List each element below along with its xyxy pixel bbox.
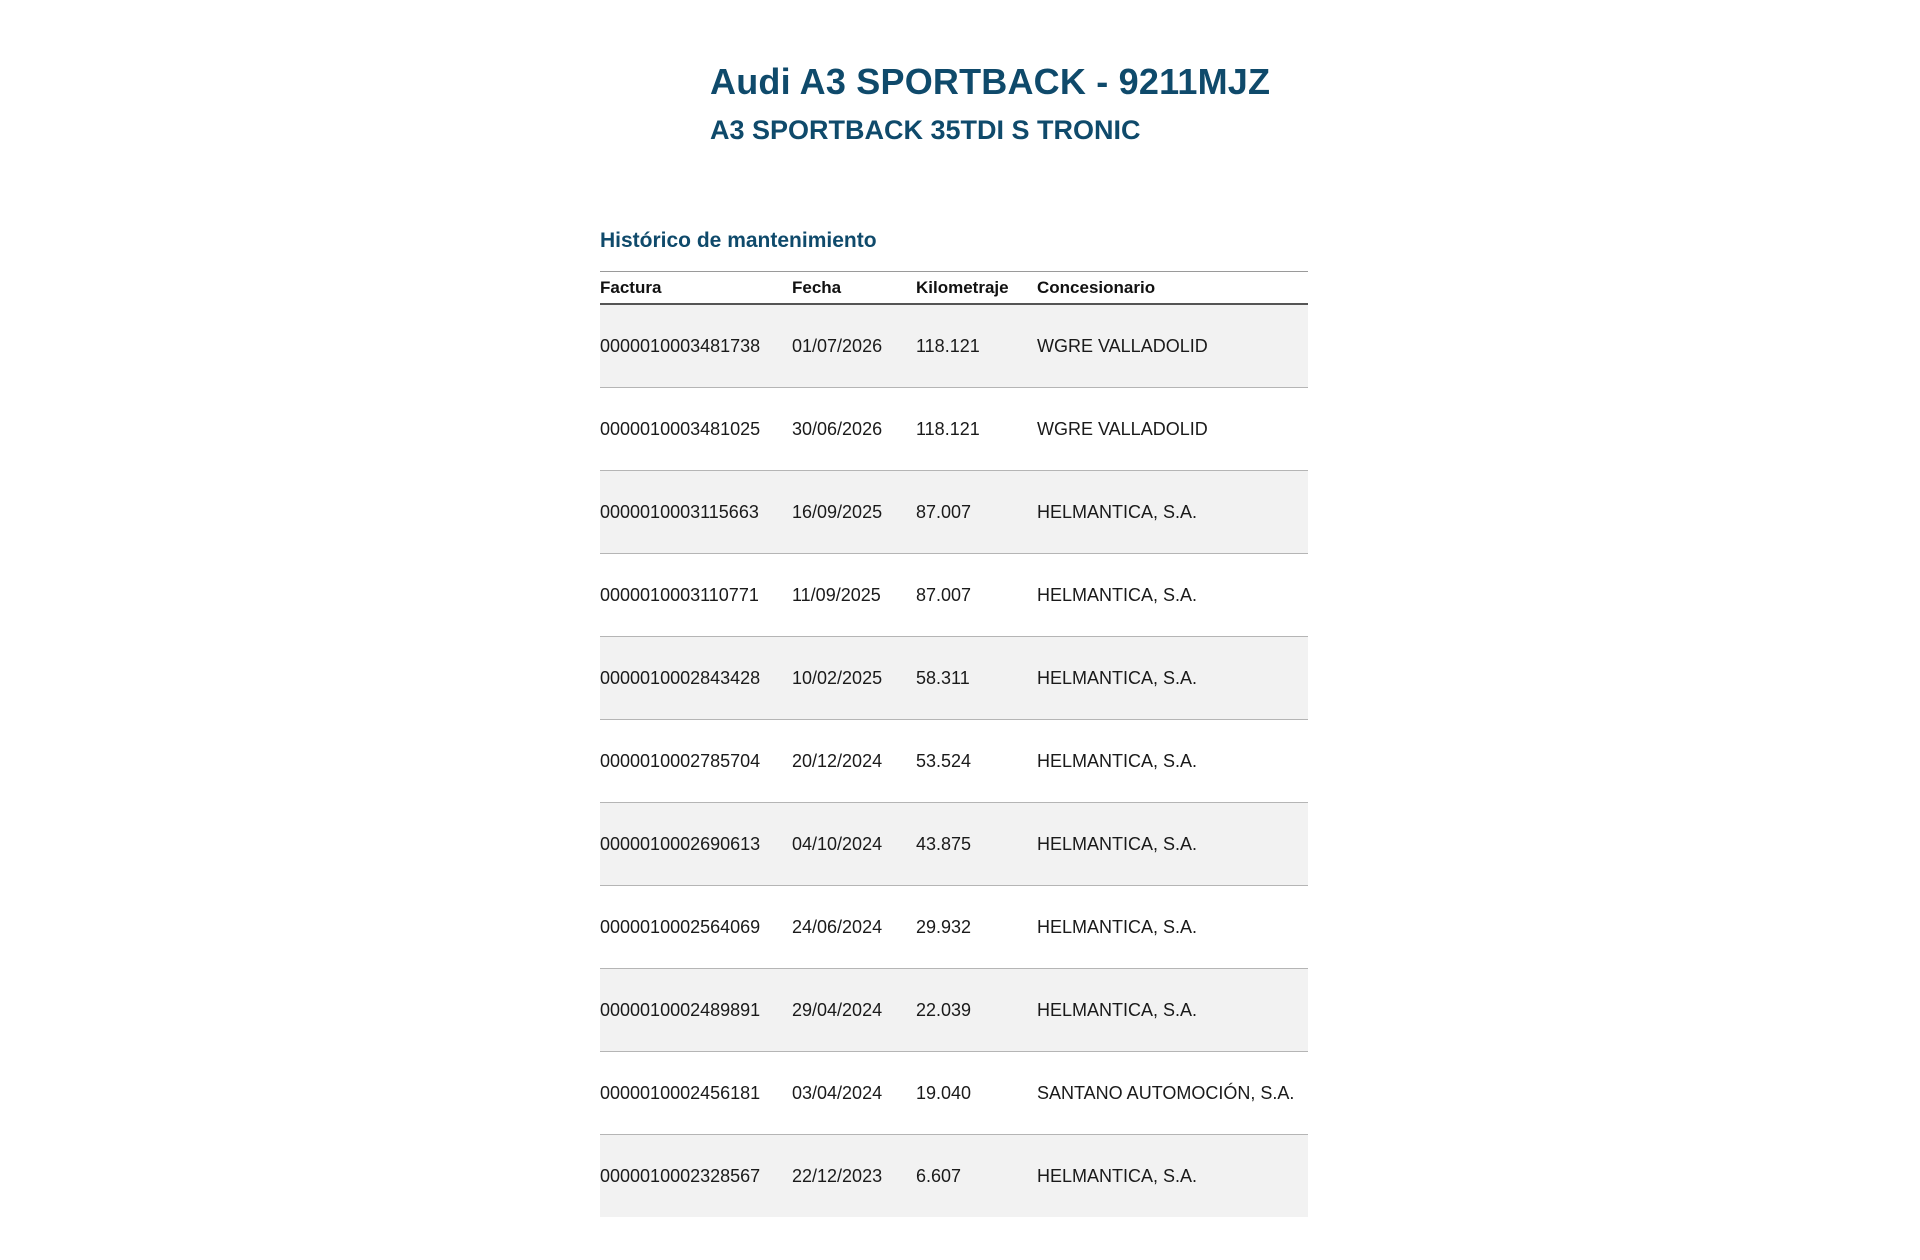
table-row [600,886,1308,969]
mileage-cell: 87.007 [916,584,972,605]
mileage-cell: 19.040 [916,1082,972,1103]
dealer-cell: SANTANO AUTOMOCIÓN, S.A. [1037,1082,1295,1103]
invoice-cell: 0000010003115663 [600,501,759,522]
table-row [600,554,1308,637]
vehicle-title: Audi A3 SPORTBACK - 9211MJZ [710,61,1271,102]
date-cell: 10/02/2025 [792,667,883,688]
column-header-fecha: Fecha [792,272,916,305]
invoice-cell: 0000010002690613 [600,833,761,854]
dealer-cell: HELMANTICA, S.A. [1037,584,1198,605]
date-cell: 29/04/2024 [792,999,883,1020]
date-cell: 03/04/2024 [792,1082,883,1103]
date-cell: 20/12/2024 [792,750,883,771]
mileage-cell: 22.039 [916,999,972,1020]
vehicle-subtitle: A3 SPORTBACK 35TDI S TRONIC [710,115,1141,145]
table-row [600,304,1308,388]
table-header [600,272,1308,305]
invoice-cell: 0000010002489891 [600,999,761,1020]
mileage-cell: 118.121 [916,418,980,439]
dealer-cell: HELMANTICA, S.A. [1037,833,1198,854]
table-row [600,471,1308,554]
table-row [600,1135,1308,1218]
date-cell: 04/10/2024 [792,833,883,854]
dealer-cell: HELMANTICA, S.A. [1037,750,1198,771]
table-row [600,637,1308,720]
section-title: Histórico de mantenimiento [600,229,877,252]
mileage-cell: 87.007 [916,501,972,522]
table-row [600,803,1308,886]
vehicle-header [710,58,1270,150]
table-row [600,388,1308,471]
date-cell: 30/06/2026 [792,418,883,439]
header-row [600,272,1308,305]
table-row [600,969,1308,1052]
mileage-cell: 53.524 [916,750,972,771]
maintenance-history [600,226,1308,1217]
date-cell: 01/07/2026 [792,335,883,356]
invoice-cell: 0000010003481738 [600,335,761,356]
invoice-cell: 0000010003110771 [600,584,759,605]
column-header-kilometraje: Kilometraje [916,272,1037,305]
invoice-cell: 0000010002456181 [600,1082,761,1103]
table-body [600,304,1308,1217]
column-header-concesionario: Concesionario [1037,272,1308,305]
maintenance-table [600,271,1308,1217]
date-cell: 22/12/2023 [792,1165,883,1186]
column-header-factura: Factura [600,272,792,305]
dealer-cell: HELMANTICA, S.A. [1037,501,1198,522]
mileage-cell: 58.311 [916,667,970,688]
dealer-cell: HELMANTICA, S.A. [1037,1165,1198,1186]
mileage-cell: 43.875 [916,833,972,854]
invoice-cell: 0000010002785704 [600,750,761,771]
invoice-cell: 0000010002328567 [600,1165,761,1186]
invoice-cell: 0000010002843428 [600,667,761,688]
mileage-cell: 6.607 [916,1165,962,1186]
table-row [600,1052,1308,1135]
invoice-cell: 0000010002564069 [600,916,761,937]
date-cell: 24/06/2024 [792,916,883,937]
mileage-cell: 118.121 [916,335,980,356]
dealer-cell: HELMANTICA, S.A. [1037,999,1198,1020]
invoice-cell: 0000010003481025 [600,418,761,439]
mileage-cell: 29.932 [916,916,972,937]
date-cell: 11/09/2025 [792,584,881,605]
dealer-cell: WGRE VALLADOLID [1037,335,1208,356]
dealer-cell: HELMANTICA, S.A. [1037,916,1198,937]
table-row [600,720,1308,803]
date-cell: 16/09/2025 [792,501,883,522]
dealer-cell: HELMANTICA, S.A. [1037,667,1198,688]
dealer-cell: WGRE VALLADOLID [1037,418,1208,439]
